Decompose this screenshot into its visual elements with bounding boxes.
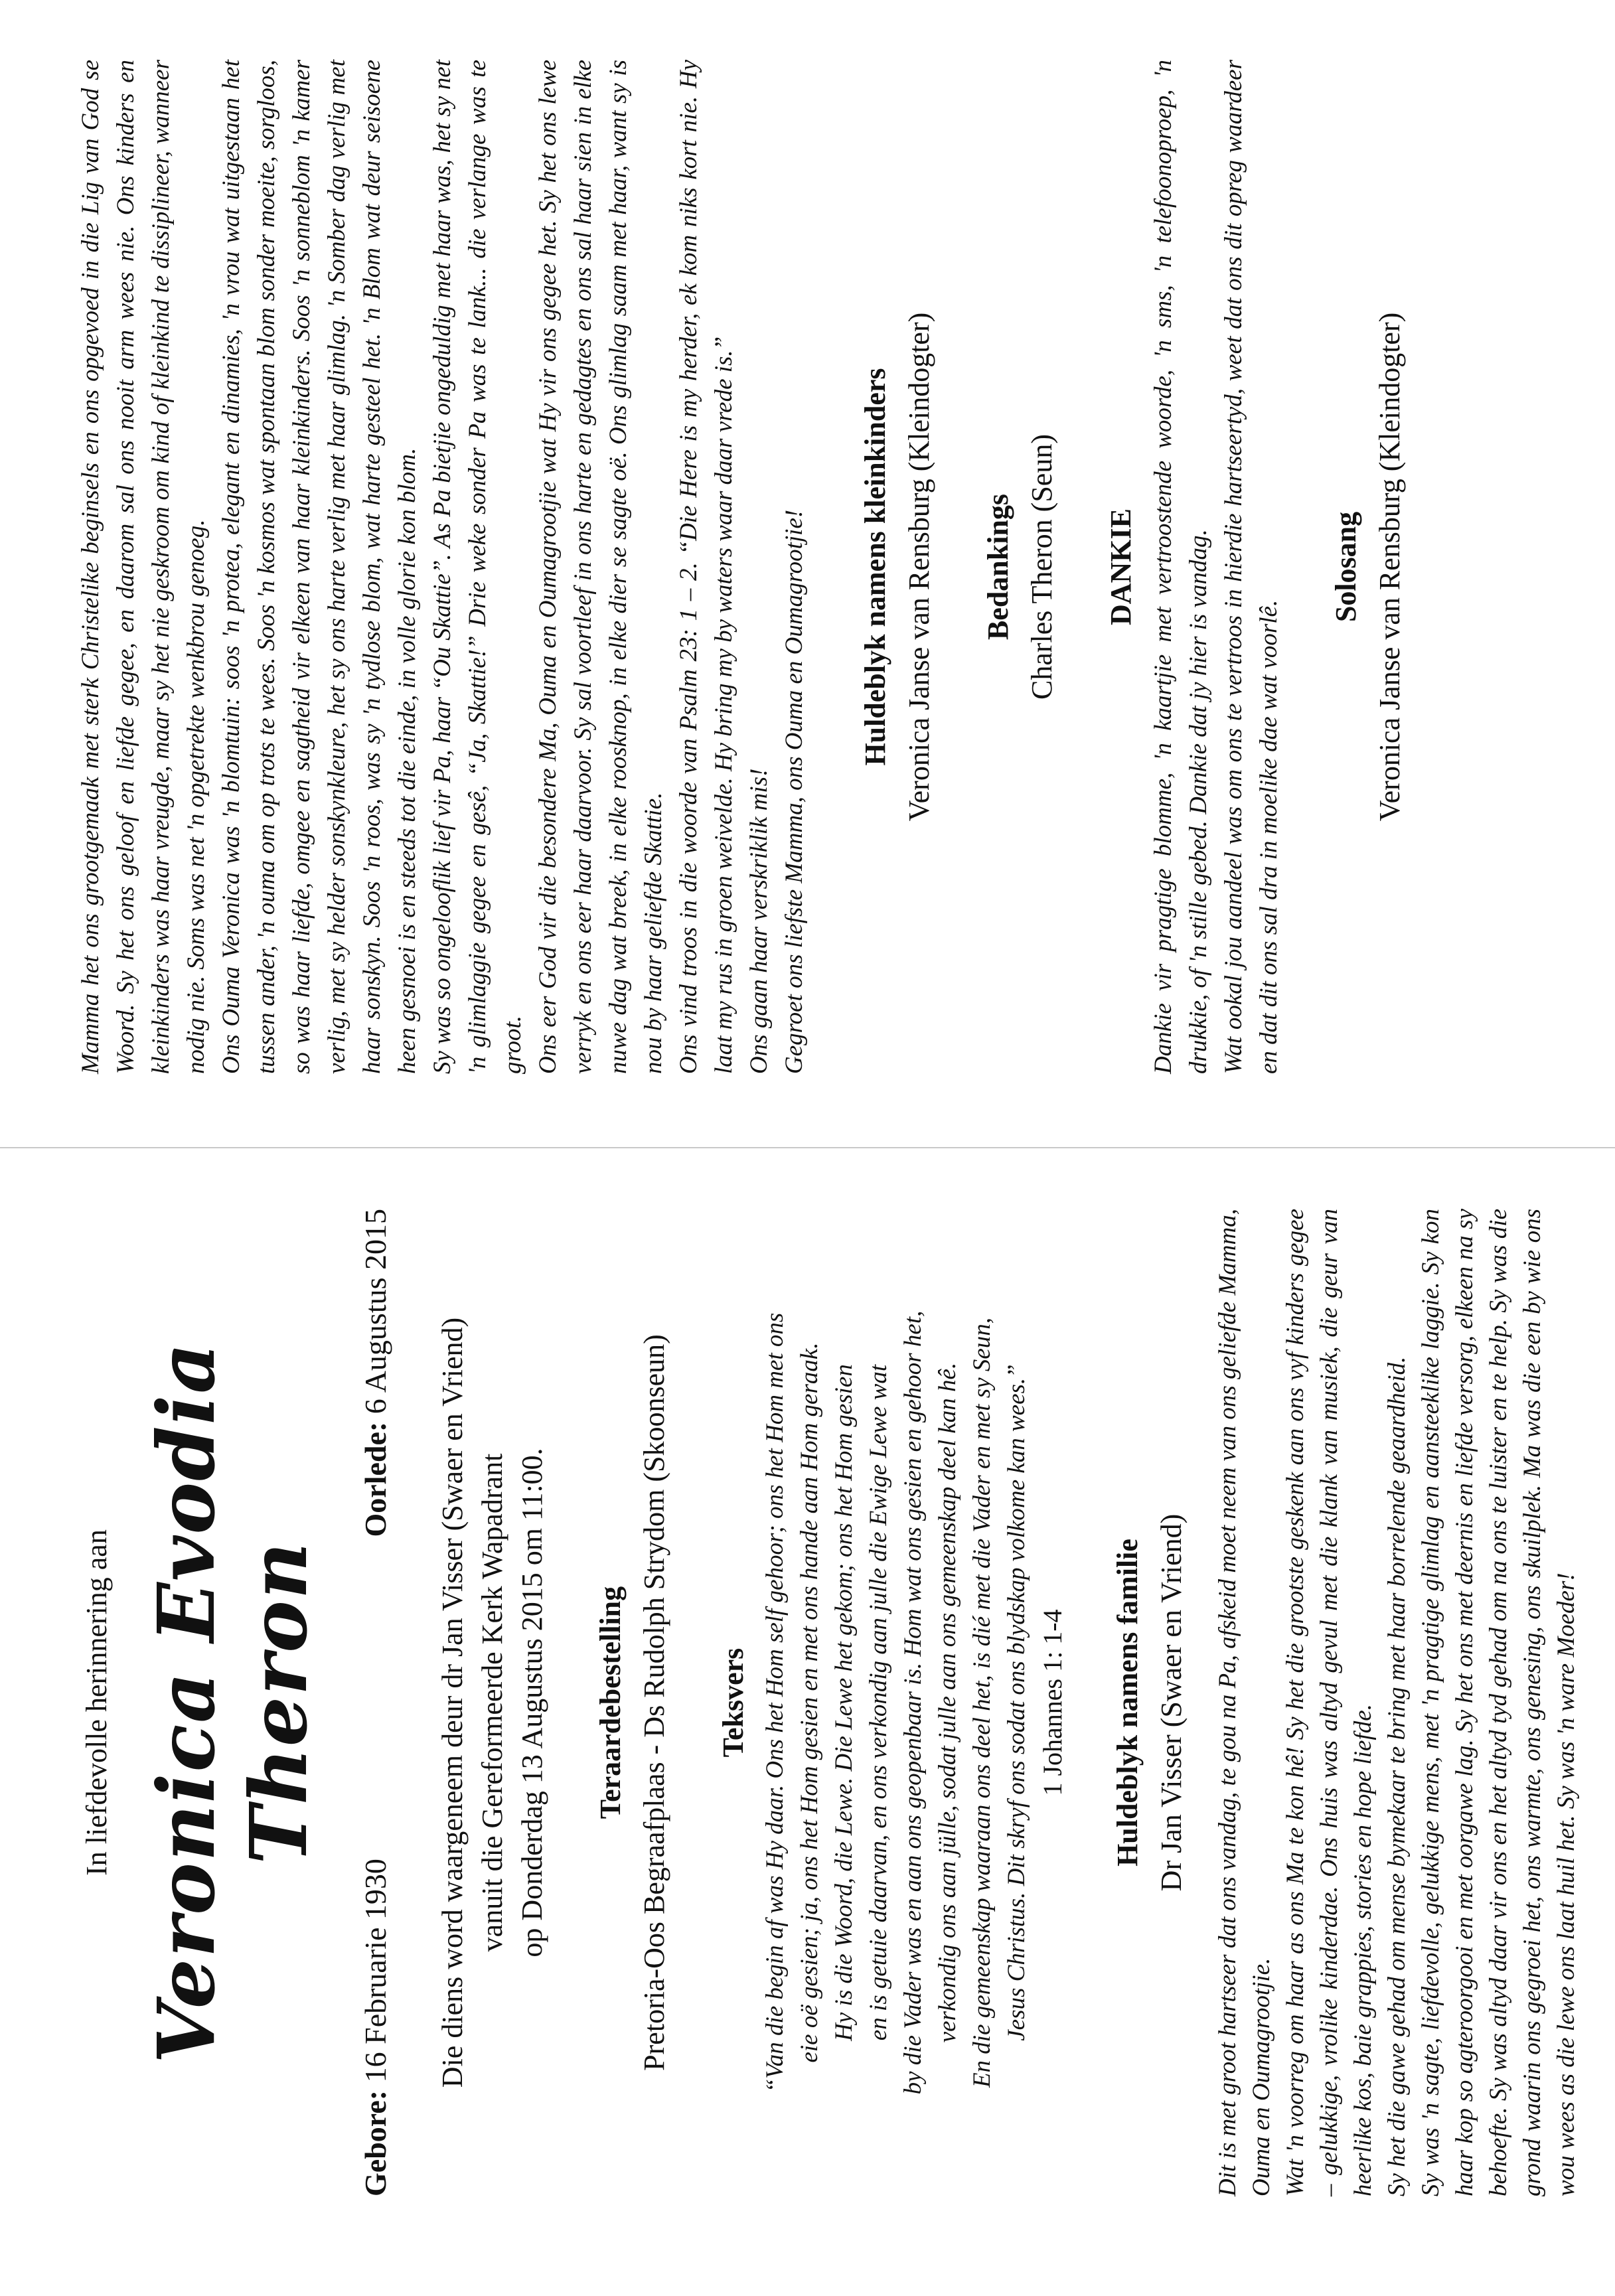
family-tribute-heading: Huldeblyk namens familie	[1111, 1539, 1144, 1867]
tribute-paragraph: Sy was so ongelooflik lief vir Pa, haar “Ou Skattie”. As Pa bietjie ongeduldig met haar was, het sy net 'n glimlaggie gegee en gesê, “Ja, Skattie!” Drie weke sonder Pa was te lank... die verlange was te groot.	[429, 60, 526, 1074]
tribute-paragraph: Ons Ouma Veronica was 'n blomtuin: soos 'n protea, elegant en dinamies, 'n vrou wat uitgestaan het tussen ander, 'n ouma om op trots te wees. Soos 'n kosmos wat spontaan blom sonder moeite, sorgloos, so was haar liefde, omgee en sagtheid vir elkeen van haar kleinkinders. Soos 'n sonneblom 'n kamer verlig, met sy helder sonskynkleure, het sy ons harte verlig met haar glimlag. 'n Somber dag verlig met haar sonskyn. Soos 'n roos, was sy 'n tydlose blom, wat harte gesteel het. 'n Blom wat deur seisoene heen gesnoei is en steeds tot die einde, in volle glorie kon blom.	[218, 60, 421, 1074]
verse-line: En die gemeenskap waaraan ons deel het, is dié met die Vader en met sy Seun,	[968, 1317, 996, 2088]
tribute-paragraph: Wat 'n voorreg om haar as ons Ma te kon hê! Sy het die grootste geskenk aan ons vyf kinders gegee – gelukkige, vrolike kinderdae. Ons huis was altyd gevul met die klank van musiek, die geur van heerlike kos, baie grappies, stories en hope liefde.	[1282, 1209, 1377, 2196]
intro-text: In liefdevolle herinnering aan	[80, 1529, 113, 1876]
dankie-paragraph: Wat ookal jou aandeel was om ons te vertroos in hierdie hartseertyd, weet dat ons dit opreg waardeer en dat dit ons sal dra in moelike dae wat voorlê.	[1220, 60, 1282, 1074]
thanks-section	[981, 60, 1061, 1074]
burial-heading: Teraardebestelling	[594, 1586, 627, 1819]
service-line: vanuit die Gereformeerde Kerk Wapadrant	[476, 1453, 508, 1952]
scripture-verse	[758, 1209, 1034, 2196]
service-details	[433, 1209, 552, 2196]
tribute-paragraph: Gegroet ons liefste Mamma, ons Ouma en Oumagrootjie!	[781, 509, 808, 1074]
grandchildren-tribute-section	[858, 60, 939, 1074]
dankie-paragraph: Dankie vir pragtige blomme, 'n kaartjie met vertroostende woorde, 'n sms, 'n telefoonoproep, 'n drukkie, of 'n stille gebed. Dankie dat jy hier is vandag.	[1150, 60, 1212, 1074]
born-date-value: 16 Februarie 1930	[358, 1859, 392, 2083]
grandchildren-tribute-speaker: Veronica Janse van Rensburg (Kleindogter)	[903, 312, 935, 822]
grandchildren-tribute-heading: Huldeblyk namens kleinkinders	[859, 368, 891, 766]
burial-section	[593, 1209, 674, 2196]
fold-line	[0, 1147, 1615, 1148]
solo-speaker: Veronica Janse van Rensburg (Kleindogter)	[1373, 312, 1406, 822]
verse-line: Hy is die Woord, die Lewe. Die Lewe het gekom; ons het Hom gesien	[830, 1364, 858, 2041]
tribute-paragraph: Ons gaan haar verskriklik mis!	[745, 768, 773, 1074]
family-tribute-text	[1211, 1209, 1583, 2196]
family-tribute-header	[1111, 1209, 1191, 2196]
verse-line: “Van die begin af was Hy daar. Ons het Hom self gehoor; ons het Hom met ons	[761, 1312, 789, 2093]
died-date-value: 6 Augustus 2015	[358, 1209, 392, 1415]
verse-line: verkondig ons aan jülle, sodat julle aan ons gemeenskap deel kan hê.	[934, 1362, 961, 2043]
scripture-reference: 1 Johannes 1: 1-4	[1038, 1609, 1067, 1796]
dankie-section	[1104, 60, 1286, 1074]
scripture-heading: Teksvers	[717, 1647, 749, 1758]
died-date	[358, 1209, 393, 1537]
thanks-heading: Bedankings	[982, 493, 1014, 641]
burial-text: Pretoria-Oos Begraafplaas - Ds Rudolph Strydom (Skoonseun)	[638, 1334, 670, 2071]
scripture-section	[716, 1209, 1068, 2196]
verse-line: eie oë gesien; ja, ons het Hom gesien en met ons hande aan Hom geraak.	[796, 1342, 823, 2063]
tribute-paragraph: Sy was 'n sagte, liefdevolle, gelukkige mens, met 'n pragtige glimlag en aansteeklike laggie. Sy kon haar kop so agteroorgooi en met oorgawe lag. Sy het ons met deernis en liefde versorg, elkeen na sy behoefte. Sy was altyd daar vir ons en het altyd tyd gehad om na ons te luister en te help. Sy was die grond waarin ons gegroei het, ons warmte, ons genesing, ons skuilplek. Ma was die een by wie ons wou wees as die lewe ons laat huil het. Sy was 'n ware Moeder!	[1417, 1209, 1580, 2196]
service-line: Die diens word waargeneem deur dr Jan Visser (Swaer en Vriend)	[436, 1317, 469, 2088]
tribute-paragraph: Sy het die gawe gehad om mense bymekaar te bring met haar borrelende geaardheid.	[1383, 1356, 1411, 2196]
tribute-paragraph: Mamma het ons grootgemaak met sterk Christelike beginsels en ons opgevoed in die Lig van God se Woord. Sy het ons geloof en liefde gegee, en daarom sal ons nooit arm wees nie. Ons kinders en kleinkinders was haar vreugde, maar sy het nie geskroom om kind of kleinkind te dissiplineer, wanneer nodig nie. Soms was net 'n opgetrekte wenkbrou genoeg.	[77, 60, 210, 1074]
died-label: Oorlede:	[358, 1421, 392, 1537]
born-date	[358, 1859, 393, 2196]
solo-heading: Solosang	[1330, 511, 1362, 623]
tribute-paragraph: Dit is met groot hartseer dat ons vandag, te gou na Pa, afskeid moet neem van ons geliefde Mamma, Ouma en Oumagrootjie.	[1214, 1209, 1275, 2196]
left-page	[0, 1149, 1615, 2296]
tribute-paragraph: Ons vind troos in die woorde van Psalm 23: 1 – 2. “Die Here is my herder, ek kom niks kort nie. Hy laat my rus in groen weivelde. Hy bring my by waters waar daar vrede is.”	[675, 60, 737, 1074]
dankie-text	[1146, 60, 1286, 1074]
family-tribute-speaker: Dr Jan Visser (Swaer en Vriend)	[1155, 1513, 1188, 1892]
dankie-heading: DANKIE	[1105, 508, 1137, 626]
right-page	[0, 0, 1615, 1147]
verse-line: by die Vader was en aan ons geopenbaar is. Hom wat ons gesien en gehoor het,	[899, 1310, 927, 2095]
verse-line: en is getuie daarvan, en ons verkondig aan julle die Ewige Lewe wat	[865, 1364, 892, 2041]
service-line: op Donderdag 13 Augustus 2015 om 11:00.	[516, 1448, 548, 1957]
born-label: Gebore:	[358, 2090, 392, 2196]
tribute-continued	[73, 60, 812, 1074]
thanks-speaker: Charles Theron (Seun)	[1026, 434, 1058, 700]
dates-row	[358, 1209, 393, 2196]
solo-section	[1329, 60, 1409, 1074]
verse-line: Jesus Christus. Dit skryf ons sodat ons blydskap volkome kan wees.”	[1003, 1364, 1030, 2041]
deceased-name: Veronica Evodia Theron	[140, 1341, 325, 2064]
tribute-paragraph: Ons eer God vir die besondere Ma, Ouma en Oumagrootjie wat Hy vir ons gegee het. Sy het ons lewe verryk en ons eer haar daarvoor. Sy sal voortleef in ons harte en gedagtes en ons sal haar sien in elke nuwe dag wat breek, in elke roosknop, in elke dier se sagte oë. Ons glimlag saam met haar, want sy is nou by haar geliefde Skattie.	[534, 60, 667, 1074]
